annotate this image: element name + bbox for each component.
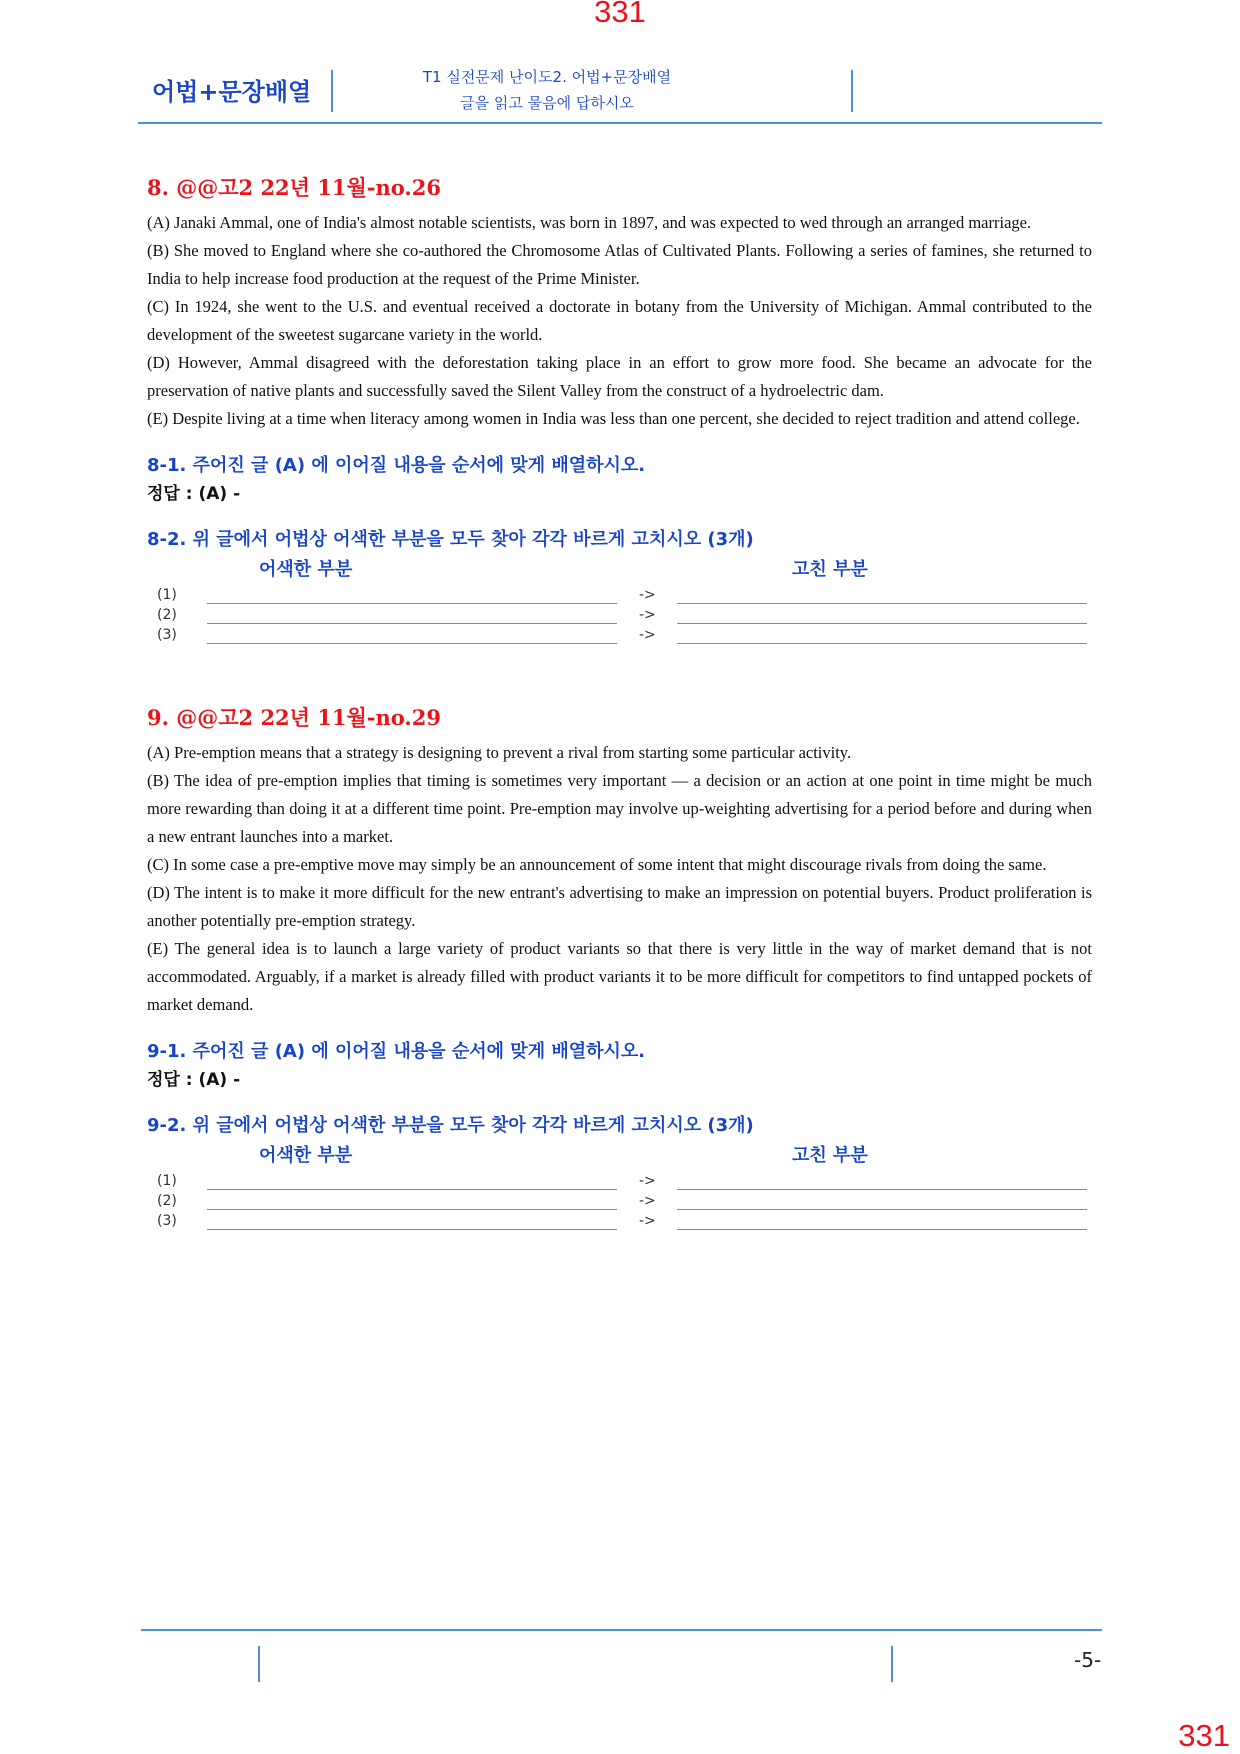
footer-divider-right xyxy=(891,1646,893,1682)
footer-divider-left xyxy=(258,1646,260,1682)
column-fixed-part: 고친 부분 xyxy=(792,1145,868,1166)
correction-rows xyxy=(147,1173,1092,1241)
fixed-part-blank[interactable] xyxy=(677,1189,1087,1190)
header-subtitle xyxy=(334,64,760,116)
correction-row xyxy=(147,1213,1092,1233)
correction-row xyxy=(147,1193,1092,1213)
row-number: (2) xyxy=(157,607,177,623)
fixed-part-blank[interactable] xyxy=(677,643,1087,644)
passage-paragraph-a: (A) Pre-emption means that a strategy is designing to prevent a rival from starting some particular activity. xyxy=(147,743,852,762)
sub-question-title: 8-2. 위 글에서 어법상 어색한 부분을 모두 찾아 각각 바르게 고치시오 (3개) xyxy=(147,529,754,550)
header-title: 어법+문장배열 xyxy=(152,78,312,106)
answer-line: 정답 : (A) - xyxy=(147,1070,241,1090)
row-number: (1) xyxy=(157,1173,177,1189)
footer-page-number: -5- xyxy=(1074,1648,1102,1672)
wrong-part-blank[interactable] xyxy=(207,623,617,624)
arrow-icon: -> xyxy=(639,627,656,643)
passage xyxy=(147,209,1092,433)
header-divider-left xyxy=(331,70,333,112)
fixed-part-blank[interactable] xyxy=(677,1209,1087,1210)
header-divider-right xyxy=(851,70,853,112)
wrong-part-blank[interactable] xyxy=(207,1209,617,1210)
passage-paragraph-b: (B) She moved to England where she co-authored the Chromosome Atlas of Cultivated Plants. Following a series of famines, she returned to India to help increase food production at the request of the Prime Minister. xyxy=(147,241,1092,288)
row-number: (3) xyxy=(157,1213,177,1229)
passage-paragraph-c: (C) In some case a pre-emptive move may simply be an announcement of some intent that might discourage rivals from doing the same. xyxy=(147,855,1047,874)
correction-column-headers xyxy=(147,555,1092,583)
sub-question-title: 9-2. 위 글에서 어법상 어색한 부분을 모두 찾아 각각 바르게 고치시오 (3개) xyxy=(147,1115,754,1136)
arrow-icon: -> xyxy=(639,1213,656,1229)
question-title: 8. @@고2 22년 11월-no.26 xyxy=(147,175,441,200)
header-subtitle-line1: T1 실전문제 난이도2. 어법+문장배열 xyxy=(422,68,672,86)
correction-row xyxy=(147,607,1092,627)
sub-question-title: 9-1. 주어진 글 (A) 에 이어질 내용을 순서에 맞게 배열하시오. xyxy=(147,1041,646,1062)
answer-line: 정답 : (A) - xyxy=(147,484,241,504)
correction-rows xyxy=(147,587,1092,655)
column-wrong-part: 어색한 부분 xyxy=(259,559,353,580)
header-rule xyxy=(138,122,1102,124)
correction-column-headers xyxy=(147,1141,1092,1169)
row-number: (3) xyxy=(157,627,177,643)
arrow-icon: -> xyxy=(639,1193,656,1209)
question-9 xyxy=(147,703,1092,1241)
passage-paragraph-d: (D) However, Ammal disagreed with the deforestation taking place in an effort to grow more food. She became an advocate for the preservation of native plants and successfully saved the Silent Valley from the construct of a hydroelectric dam. xyxy=(147,353,1092,400)
corner-page-number: 331 xyxy=(1178,1718,1230,1753)
question-title: 9. @@고2 22년 11월-no.29 xyxy=(147,705,441,730)
correction-row xyxy=(147,587,1092,607)
fixed-part-blank[interactable] xyxy=(677,603,1087,604)
header-subtitle-line2: 글을 읽고 물음에 답하시오 xyxy=(460,94,634,112)
column-wrong-part: 어색한 부분 xyxy=(259,1145,353,1166)
passage-paragraph-a: (A) Janaki Ammal, one of India's almost notable scientists, was born in 1897, and was expected to wed through an arranged marriage. xyxy=(147,213,1032,232)
wrong-part-blank[interactable] xyxy=(207,1229,617,1230)
wrong-part-blank[interactable] xyxy=(207,643,617,644)
fixed-part-blank[interactable] xyxy=(677,623,1087,624)
correction-row xyxy=(147,627,1092,647)
passage-paragraph-e: (E) The general idea is to launch a large variety of product variants so that there is very little in the way of market demand that is not accommodated. Arguably, if a market is already filled with product variants it to be more difficult for competitors to find untapped pockets of market demand. xyxy=(147,939,1092,1014)
passage-paragraph-e: (E) Despite living at a time when literacy among women in India was less than one percent, she decided to reject tradition and attend college. xyxy=(147,409,1080,428)
page-header xyxy=(138,62,1102,124)
row-number: (1) xyxy=(157,587,177,603)
page-number-top: 331 xyxy=(594,0,646,29)
sub-question-title: 8-1. 주어진 글 (A) 에 이어질 내용을 순서에 맞게 배열하시오. xyxy=(147,455,646,476)
passage-paragraph-d: (D) The intent is to make it more difficult for the new entrant's advertising to make an impression on potential buyers. Product proliferation is another potentially pre-emption strategy. xyxy=(147,883,1092,930)
passage-paragraph-b: (B) The idea of pre-emption implies that timing is sometimes very important — a decision or an action at one point in time might be much more rewarding than doing it at a different time point. Pre-emption may involve up-weighting advertising for a period before and during when a new entrant launches into a market. xyxy=(147,771,1092,846)
passage-paragraph-c: (C) In 1924, she went to the U.S. and eventual received a doctorate in botany from the University of Michigan. Ammal contributed to the development of the sweetest sugarcane variety in the world. xyxy=(147,297,1092,344)
wrong-part-blank[interactable] xyxy=(207,603,617,604)
row-number: (2) xyxy=(157,1193,177,1209)
arrow-icon: -> xyxy=(639,587,656,603)
question-8 xyxy=(147,173,1092,655)
arrow-icon: -> xyxy=(639,1173,656,1189)
content xyxy=(147,173,1092,1241)
correction-row xyxy=(147,1173,1092,1193)
passage xyxy=(147,739,1092,1019)
arrow-icon: -> xyxy=(639,607,656,623)
column-fixed-part: 고친 부분 xyxy=(792,559,868,580)
footer-rule xyxy=(141,1629,1102,1631)
wrong-part-blank[interactable] xyxy=(207,1189,617,1190)
fixed-part-blank[interactable] xyxy=(677,1229,1087,1230)
